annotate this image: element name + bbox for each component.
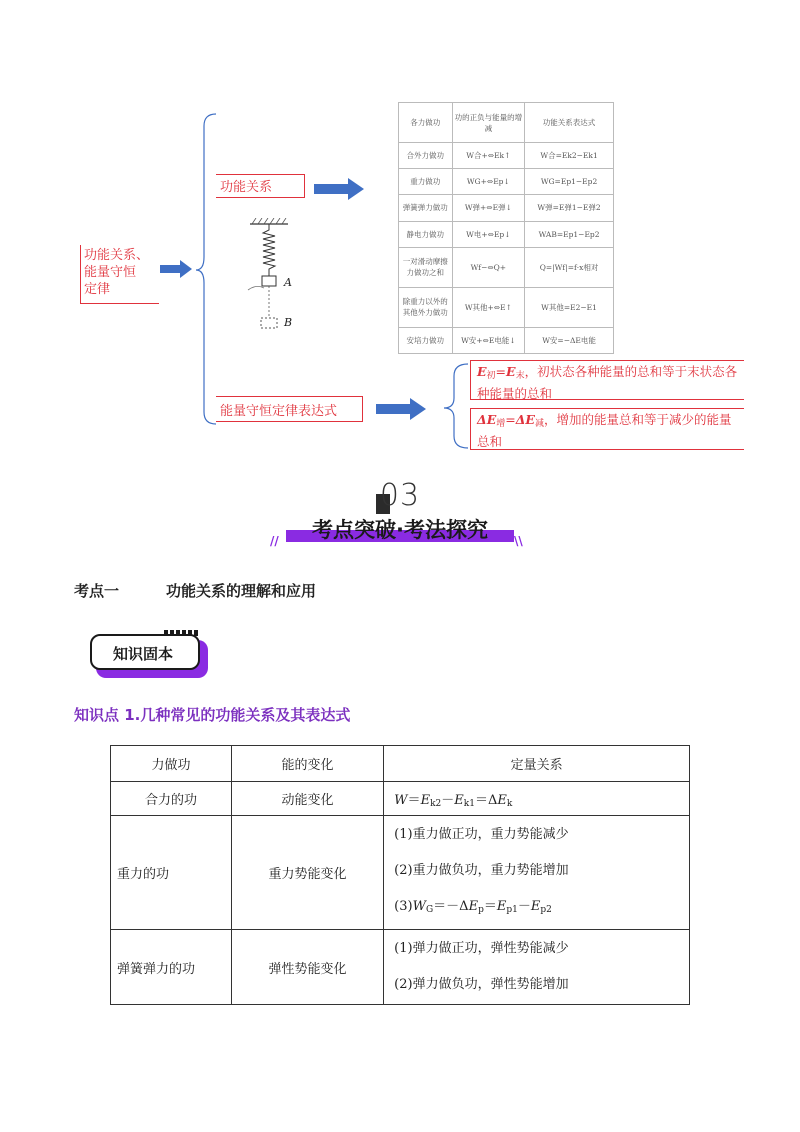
- root-frame: [80, 245, 159, 304]
- expr1-lead2-sub: 末: [515, 371, 525, 381]
- ft-cell: W其他=E2−E1: [525, 287, 614, 327]
- section-number: 03: [379, 478, 421, 513]
- mt-line: (2)弹力做负功，弹性势能增加: [394, 977, 569, 992]
- branch1-label: 功能关系: [220, 180, 273, 195]
- topic-title: 功能关系的理解和应用: [166, 582, 317, 600]
- spring-label-a: A: [284, 276, 292, 289]
- expr2-lead2: ΔE: [515, 412, 535, 427]
- branch1-arrow-icon: [314, 178, 366, 200]
- mt-change: 重力势能变化: [231, 816, 383, 930]
- ft-cell: WG+⇔Ep↓: [452, 169, 525, 195]
- expr2-box: [470, 408, 744, 450]
- expr2-text: ，增加的能量总和等于减少的能量总和: [477, 412, 732, 449]
- root-arrow-icon: [160, 260, 194, 278]
- expr2-lead-sub: 增: [496, 419, 506, 429]
- expr1-lead-sub: 初: [486, 371, 496, 381]
- ft-cell: 除重力以外的其他外力做功: [399, 287, 453, 327]
- ft-cell: Q=|Wf|=f·x相对: [525, 247, 614, 287]
- ft-cell: Wf−⇔Q+: [452, 247, 525, 287]
- mt-formula-kinetic: $W=E_{k2}-E_{k1}=\Delta E_k$: [384, 782, 690, 816]
- mt-formula-gravity: $(3)W_G=-\Delta E_p=E_{p1}-E_{p2}$: [394, 899, 552, 915]
- mt-line: (1)重力做正功，重力势能减少: [394, 827, 569, 842]
- ft-cell: W弹+⇔E弹↓: [452, 195, 525, 221]
- ft-header: 功能关系表达式: [525, 103, 614, 143]
- point-title: 知识点 1.几种常见的功能关系及其表达式: [74, 706, 351, 724]
- expr2-lead2-sub: 减: [534, 419, 544, 429]
- root-line-2: 能量守恒: [84, 265, 137, 280]
- mt-relations-gravity: [384, 816, 690, 930]
- ft-cell: W安=−ΔE电能: [525, 327, 614, 353]
- ft-cell: 静电力做功: [399, 221, 453, 247]
- ft-cell: 重力做功: [399, 169, 453, 195]
- ft-header: 各力做功: [399, 103, 453, 143]
- formula-table-frame: [398, 102, 614, 354]
- expr2-eq: =: [505, 412, 516, 427]
- expr1-box: [470, 360, 744, 400]
- mt-force: 合力的功: [111, 782, 232, 816]
- branch2-label: 能量守恒定律表达式: [220, 404, 338, 419]
- expr1-lead2: E: [506, 364, 516, 379]
- ft-cell: 一对滑动摩擦力做功之和: [399, 247, 453, 287]
- ft-cell: W安+⇔E电能↓: [452, 327, 525, 353]
- branch2-arrow-icon: [376, 398, 428, 420]
- root-line-3: 定律: [84, 282, 111, 297]
- expr-bracket: [428, 362, 472, 450]
- mt-line: (1)弹力做正功，弹性势能减少: [394, 941, 569, 956]
- ft-header: 功的正负与能量的增减: [452, 103, 525, 143]
- badge-label: 知识固本: [112, 645, 173, 663]
- mt-change: 动能变化: [231, 782, 383, 816]
- mt-header: 定量关系: [384, 746, 690, 782]
- expr1-text: ，初状态各种能量的总和等于末状态各种能量的总和: [477, 364, 738, 401]
- mt-change: 弹性势能变化: [231, 930, 383, 1005]
- ft-cell: W电+⇔Ep↓: [452, 221, 525, 247]
- section-slashes-right: \\: [514, 534, 523, 548]
- expr1-eq: =: [495, 364, 507, 379]
- mt-line: (2)重力做负功，重力势能增加: [394, 863, 569, 878]
- expr1-lead: E: [477, 364, 487, 379]
- ft-cell: W合=Ek2−Ek1: [525, 143, 614, 169]
- mt-force: 重力的功: [111, 816, 232, 930]
- ft-cell: W弹=E弹1−E弹2: [525, 195, 614, 221]
- root-line-1: 功能关系、: [84, 248, 150, 263]
- mt-header: 力做功: [111, 746, 232, 782]
- ft-cell: W其他+⇔E↑: [452, 287, 525, 327]
- mt-force: 弹簧弹力的功: [111, 930, 232, 1005]
- mt-header: 能的变化: [231, 746, 383, 782]
- main-bracket: [196, 112, 218, 432]
- topic-label: 考点一: [74, 582, 120, 600]
- ft-cell: 弹簧弹力做功: [399, 195, 453, 221]
- formula-table: [398, 102, 614, 354]
- ft-cell: 合外力做功: [399, 143, 453, 169]
- badge-dots: [164, 630, 198, 636]
- ft-cell: W合+⇔Ek↑: [452, 143, 525, 169]
- expr2-lead: ΔE: [477, 412, 497, 427]
- spring-label-b: B: [284, 316, 293, 329]
- section-slashes-left: //: [270, 534, 279, 548]
- ft-cell: 安培力做功: [399, 327, 453, 353]
- mt-relations-spring: [384, 930, 690, 1005]
- ft-cell: WG=Ep1−Ep2: [525, 169, 614, 195]
- section-title: 考点突破·考法探究: [312, 518, 488, 542]
- main-table: [110, 745, 690, 1005]
- ft-cell: WAB=Ep1−Ep2: [525, 221, 614, 247]
